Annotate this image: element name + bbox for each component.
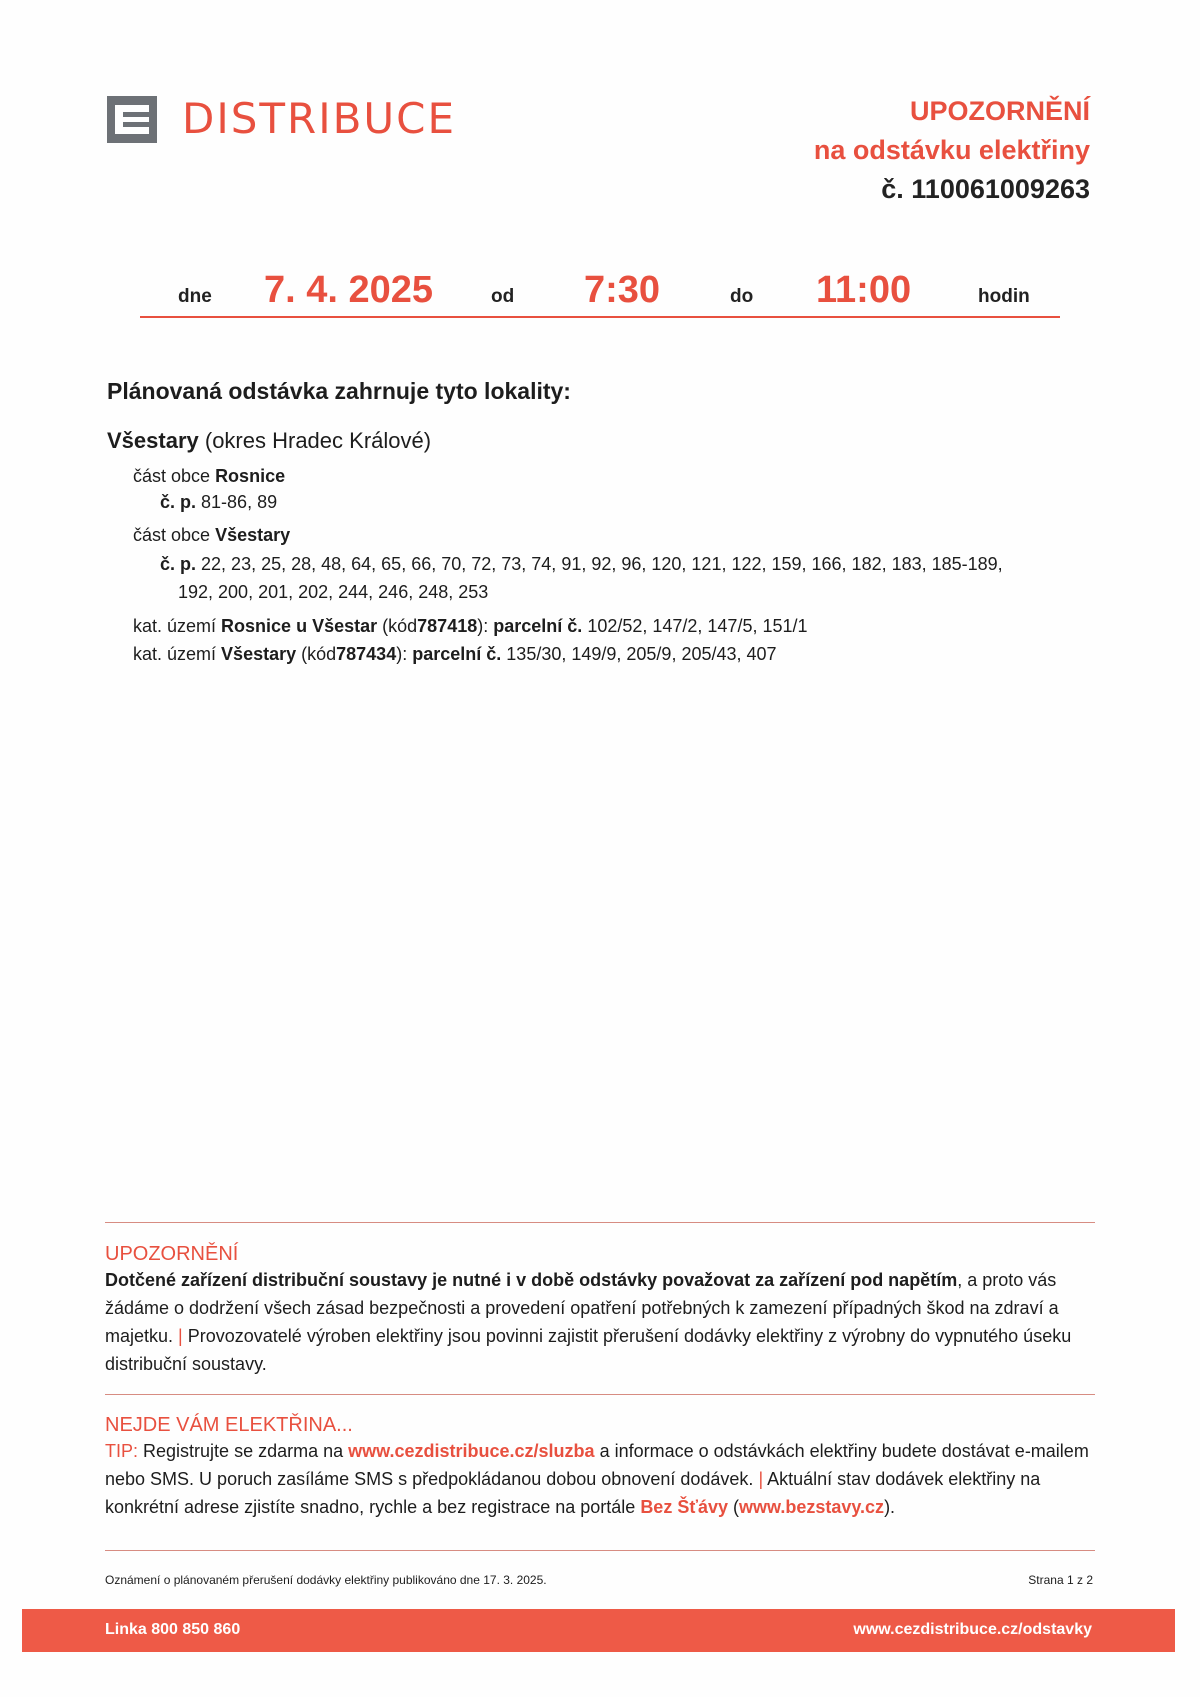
locations-heading: Plánovaná odstávka zahrnuje tyto lokality: bbox=[107, 378, 571, 404]
warning-title: UPOZORNĚNÍ bbox=[105, 1243, 239, 1265]
divider bbox=[105, 1222, 1095, 1223]
cadastral-rosnice: kat. území Rosnice u Všestar (kód787418): parcelní č. 102/52, 147/2, 147/5, 151/1 bbox=[133, 616, 808, 636]
house-numbers-vsestary: č. p. 22, 23, 25, 28, 48, 64, 65, 66, 70, 72, 73, 74, 91, 92, 96, 120, 121, 122, 159, 166, 182, 183, 185-189, bbox=[160, 554, 1003, 574]
part-name: Rosnice bbox=[215, 466, 286, 486]
page-indicator: Strana 1 z 2 bbox=[1028, 1573, 1093, 1587]
to-label: do bbox=[730, 286, 754, 307]
footer-bar bbox=[22, 1609, 1175, 1652]
notice-header bbox=[814, 92, 1090, 209]
published-note: Oznámení o plánovaném přerušení dodávky elektřiny publikováno dne 17. 3. 2025. bbox=[105, 1573, 547, 1587]
house-numbers-rosnice: č. p. 81-86, 89 bbox=[160, 492, 278, 512]
hours-label: hodin bbox=[978, 286, 1030, 307]
no-power-text: TIP: Registrujte se zdarma na www.cezdistribuce.cz/sluzba a informace o odstávkách elektřiny budete dostávat e-mailem nebo SMS. U poruch zasíláme SMS s předpokládanou dobou obnovení dodávek. | Aktuální stav dodávek elektřiny na konkrétní adrese zjistíte snadno, rychle a bez registrace na portále Bez Šťávy (www.bezstavy.cz). bbox=[105, 1441, 1089, 1517]
outage-schedule bbox=[140, 264, 1060, 318]
notice-number: č. 110061009263 bbox=[881, 174, 1090, 204]
part-rosnice: část obce Rosnice bbox=[133, 466, 286, 486]
logo-text: DISTRIBUCE bbox=[182, 94, 457, 143]
part-vsestary: část obce Všestary bbox=[133, 525, 291, 545]
from-label: od bbox=[491, 286, 515, 307]
town-line bbox=[107, 428, 431, 454]
notice-subtitle: na odstávku elektřiny bbox=[813, 135, 1090, 165]
warning-text: Dotčené zařízení distribuční soustavy je nutné i v době odstávky považovat za zařízení pod napětím, a proto vás žádáme o dodržení všech zásad bezpečnosti a provedení opatření potřebných k zamezení případných škod na zdraví a majetku. | Provozovatelé výroben elektřiny jsou povinni zajistit přerušení dodávky elektřiny z výrobny do vypnutého úseku distribuční soustavy. bbox=[105, 1270, 1072, 1374]
divider bbox=[105, 1394, 1095, 1395]
part-name: Všestary bbox=[215, 525, 291, 545]
town-name: Všestary bbox=[107, 428, 199, 453]
portal-name: Bez Šťávy bbox=[640, 1497, 728, 1517]
district: (okres Hradec Králové) bbox=[204, 428, 432, 453]
registration-link[interactable]: www.cezdistribuce.cz/sluzba bbox=[348, 1441, 595, 1461]
outages-website-link[interactable]: www.cezdistribuce.cz/odstavky bbox=[853, 1621, 1092, 1638]
bezstavy-link[interactable]: www.bezstavy.cz bbox=[739, 1497, 885, 1517]
outage-end-time: 11:00 bbox=[816, 269, 912, 311]
notice-title: UPOZORNĚNÍ bbox=[909, 96, 1090, 126]
hotline: Linka 800 850 860 bbox=[105, 1621, 241, 1638]
cadastral-vsestary: kat. území Všestary (kód787434): parcelní č. 135/30, 149/9, 205/9, 205/43, 407 bbox=[133, 644, 777, 664]
date-label: dne bbox=[178, 286, 212, 307]
tip-label: TIP: bbox=[105, 1441, 139, 1461]
outage-start-time: 7:30 bbox=[584, 269, 661, 311]
house-numbers-vsestary-cont: 192, 200, 201, 202, 244, 246, 248, 253 bbox=[178, 582, 489, 602]
divider bbox=[105, 1550, 1095, 1551]
no-power-title: NEJDE VÁM ELEKTŘINA... bbox=[105, 1414, 353, 1436]
outage-date: 7. 4. 2025 bbox=[264, 269, 434, 311]
cez-logo-icon bbox=[107, 96, 157, 143]
